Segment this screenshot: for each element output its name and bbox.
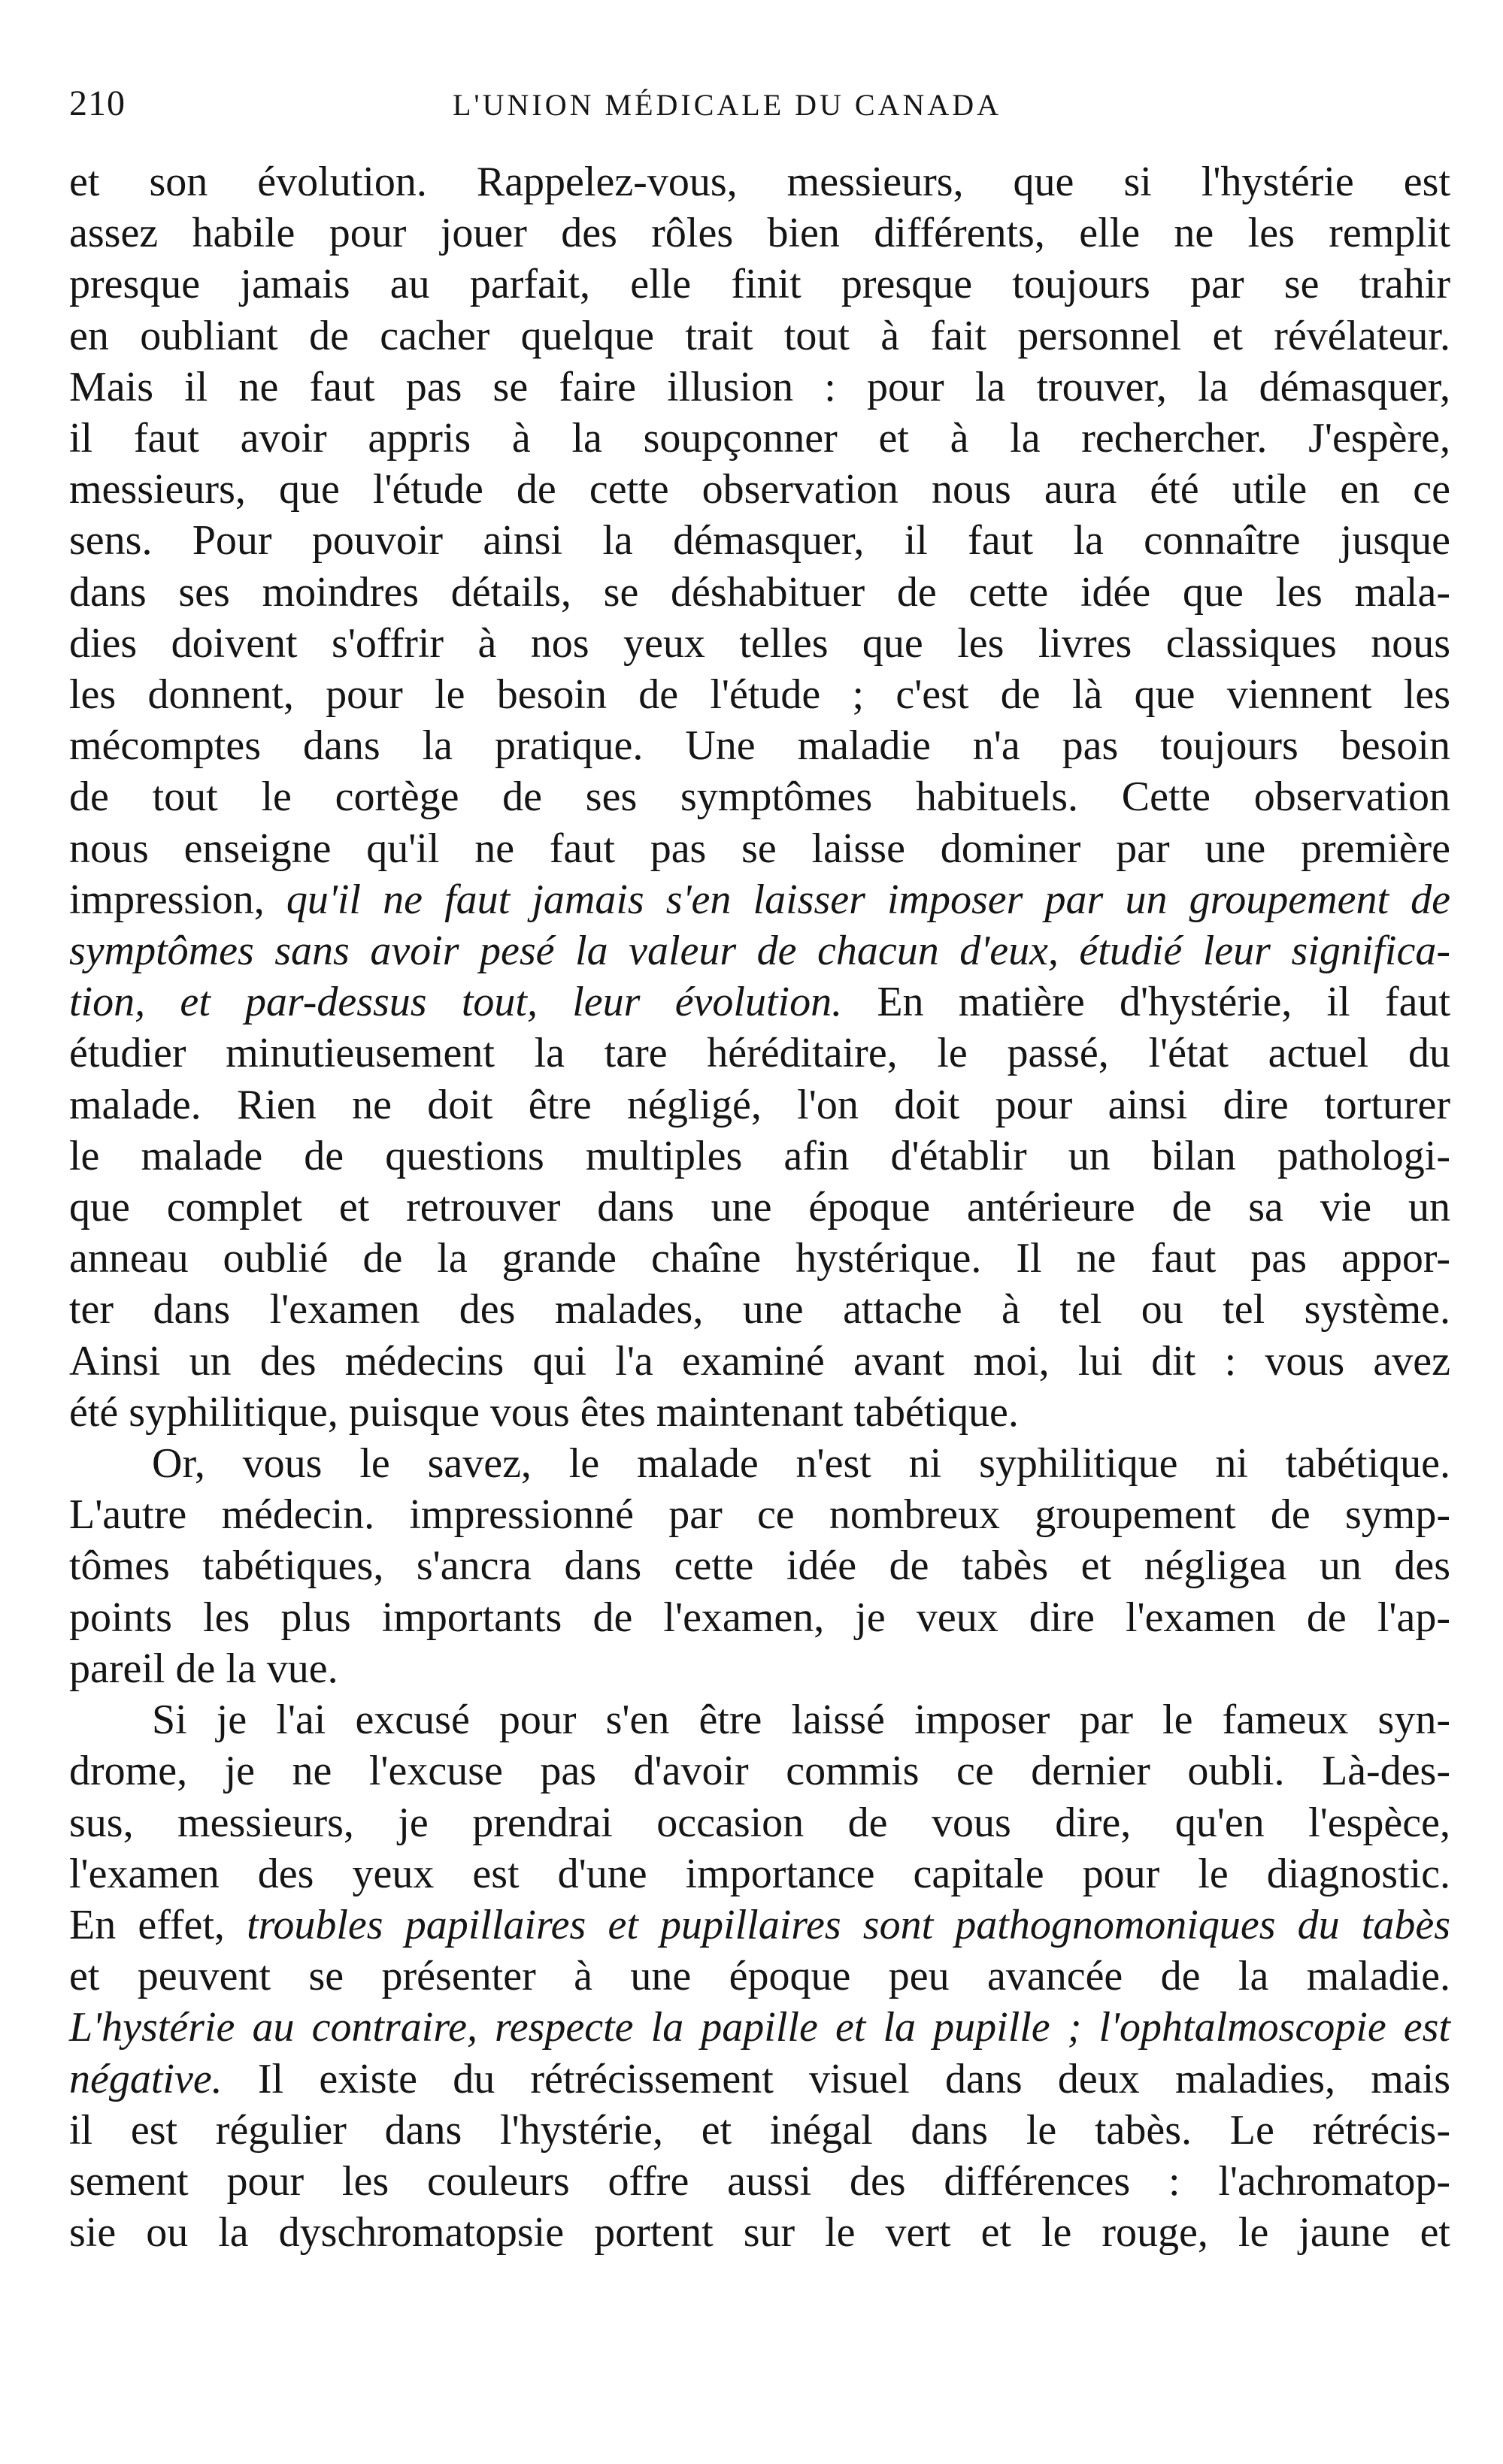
text-segment: malade. Rien ne doit être négligé, l'on doit pour ainsi dire torturer — [69, 1081, 1450, 1128]
text-segment: sus, messieurs, je prendrai occasion de vous dire, qu'en l'espèce, — [69, 1799, 1450, 1846]
text-segment: et son évolution. Rappelez-vous, messieurs, que si l'hystérie est — [69, 159, 1450, 205]
text-segment: ter dans l'examen des malades, une attache à tel ou tel système. — [69, 1286, 1450, 1333]
text-segment: En effet, — [69, 1901, 247, 1948]
text-segment: dans ses moindres détails, se déshabituer de cette idée que les mala- — [69, 568, 1450, 616]
text-line — [69, 310, 1450, 362]
text-segment: mécomptes dans la pratique. Une maladie n'a pas toujours besoin — [69, 722, 1450, 770]
text-segment: Il existe du rétrécissement visuel dans deux maladies, mais — [222, 2055, 1450, 2102]
text-segment: l'examen des yeux est d'une importance capitale pour le diagnostic. — [69, 1850, 1450, 1897]
text-segment: Or, vous le savez, le malade n'est ni syphilitique ni tabétique. — [152, 1440, 1450, 1488]
italic-text-segment: négative. — [69, 2055, 223, 2102]
text-line — [69, 1951, 1450, 2002]
text-segment: tômes tabétiques, s'ancra dans cette idée de tabès et négligea un des — [69, 1542, 1450, 1590]
text-segment: impression, — [69, 876, 286, 923]
text-line — [69, 1694, 1450, 1745]
text-segment: Mais il ne faut pas se faire illusion : pour la trouver, la démasquer, — [69, 363, 1450, 410]
text-segment: les donnent, pour le besoin de l'étude ; c'est de là que viennent les — [69, 671, 1450, 719]
text-line — [69, 2207, 1450, 2258]
text-segment: dies doivent s'offrir à nos yeux telles que les livres classiques nous — [69, 619, 1450, 667]
text-line — [69, 207, 1450, 259]
text-line — [69, 1387, 1450, 1438]
text-line — [69, 1131, 1450, 1182]
text-segment: il faut avoir appris à la soupçonner et à la rechercher. J'espère, — [69, 415, 1450, 462]
text-line — [69, 1438, 1450, 1489]
text-line — [69, 464, 1450, 515]
text-line — [69, 925, 1450, 976]
text-line — [69, 156, 1450, 207]
text-line — [69, 1899, 1450, 1951]
text-line — [69, 1592, 1450, 1643]
text-line — [69, 413, 1450, 464]
text-line — [69, 1540, 1450, 1591]
text-segment: étudier minutieusement la tare héréditaire, le passé, l'état actuel du — [69, 1030, 1450, 1077]
text-segment: et peuvent se présenter à une époque peu avancée de la maladie. — [69, 1953, 1450, 2000]
text-line — [69, 669, 1450, 720]
text-line — [69, 976, 1450, 1028]
text-segment: points les plus importants de l'examen, je veux dire l'examen de l'ap- — [69, 1594, 1450, 1641]
text-segment: nous enseigne qu'il ne faut pas se laisse dominer par une première — [69, 825, 1450, 872]
text-line — [69, 1848, 1450, 1899]
italic-text-segment: qu'il ne faut jamais s'en laisser imposer par un groupement de — [286, 876, 1450, 923]
italic-text-segment: troubles papillaires et pupillaires sont pathognomoniques du tabès — [247, 1901, 1451, 1948]
text-segment: sement pour les couleurs offre aussi des différences : l'achromatop- — [69, 2157, 1450, 2205]
italic-text-segment: L'hystérie au contraire, respecte la papille et la pupille ; l'ophtalmoscopie est — [69, 2004, 1450, 2051]
text-line — [69, 1182, 1450, 1233]
text-segment: que complet et retrouver dans une époque antérieure de sa vie un — [69, 1184, 1450, 1231]
text-line — [69, 874, 1450, 925]
text-line — [69, 2156, 1450, 2207]
text-line — [69, 2054, 1450, 2105]
text-segment: Si je l'ai excusé pour s'en être laissé imposer par le fameux syn- — [152, 1697, 1450, 1744]
text-segment: il est régulier dans l'hystérie, et inégal dans le tabès. Le rétrécis- — [69, 2106, 1450, 2154]
text-line — [69, 259, 1450, 310]
text-line — [69, 515, 1450, 566]
text-line — [69, 1489, 1450, 1540]
text-line — [69, 771, 1450, 822]
journal-title: L'UNION MÉDICALE DU CANADA — [453, 88, 1002, 122]
text-line — [69, 720, 1450, 771]
text-segment: assez habile pour jouer des rôles bien différents, elle ne les remplit — [69, 210, 1450, 257]
text-segment: presque jamais au parfait, elle finit presque toujours par se trahir — [69, 261, 1450, 308]
text-segment: en oubliant de cacher quelque trait tout à fait personnel et révélateur. — [69, 312, 1450, 359]
text-segment: L'autre médecin. impressionné par ce nombreux groupement de symp- — [69, 1491, 1450, 1539]
text-segment: anneau oublié de la grande chaîne hystérique. Il ne faut pas appor- — [69, 1235, 1450, 1282]
text-line — [69, 1028, 1450, 1079]
text-segment: drome, je ne l'excuse pas d'avoir commis ce dernier oubli. Là-des- — [69, 1748, 1450, 1795]
italic-text-segment: tion, et par-dessus tout, leur évolution. — [69, 979, 843, 1026]
text-segment: messieurs, que l'étude de cette observation nous aura été utile en ce — [69, 466, 1450, 513]
text-line — [69, 2002, 1450, 2053]
text-line — [69, 1745, 1450, 1797]
text-segment: de tout le cortège de ses symptômes habituels. Cette observation — [69, 773, 1450, 821]
text-segment: pareil de la vue. — [69, 1645, 338, 1692]
text-line — [69, 1233, 1450, 1284]
text-line — [69, 823, 1450, 874]
text-line — [69, 362, 1450, 413]
text-line — [69, 1284, 1450, 1335]
text-segment: Ainsi un des médecins qui l'a examiné avant moi, lui dit : vous avez — [69, 1337, 1450, 1385]
text-line — [69, 618, 1450, 669]
page-number: 210 — [69, 83, 126, 123]
text-line — [69, 2105, 1450, 2156]
text-line — [69, 567, 1450, 618]
text-line — [69, 1079, 1450, 1131]
running-head — [69, 72, 1450, 132]
italic-text-segment: symptômes sans avoir pesé la valeur de chacun d'eux, étudié leur significa- — [69, 928, 1450, 975]
text-segment: sie ou la dyschromatopsie portent sur le vert et le rouge, le jaune et — [69, 2209, 1450, 2257]
text-segment: le malade de questions multiples afin d'établir un bilan pathologi- — [69, 1132, 1450, 1179]
text-segment: En matière d'hystérie, il faut — [842, 979, 1450, 1026]
text-line — [69, 1336, 1450, 1387]
body-text — [69, 156, 1450, 2258]
text-line — [69, 1643, 1450, 1694]
text-segment: été syphilitique, puisque vous êtes maintenant tabétique. — [69, 1388, 1019, 1436]
text-line — [69, 1797, 1450, 1848]
text-segment: sens. Pour pouvoir ainsi la démasquer, il faut la connaître jusque — [69, 517, 1450, 565]
